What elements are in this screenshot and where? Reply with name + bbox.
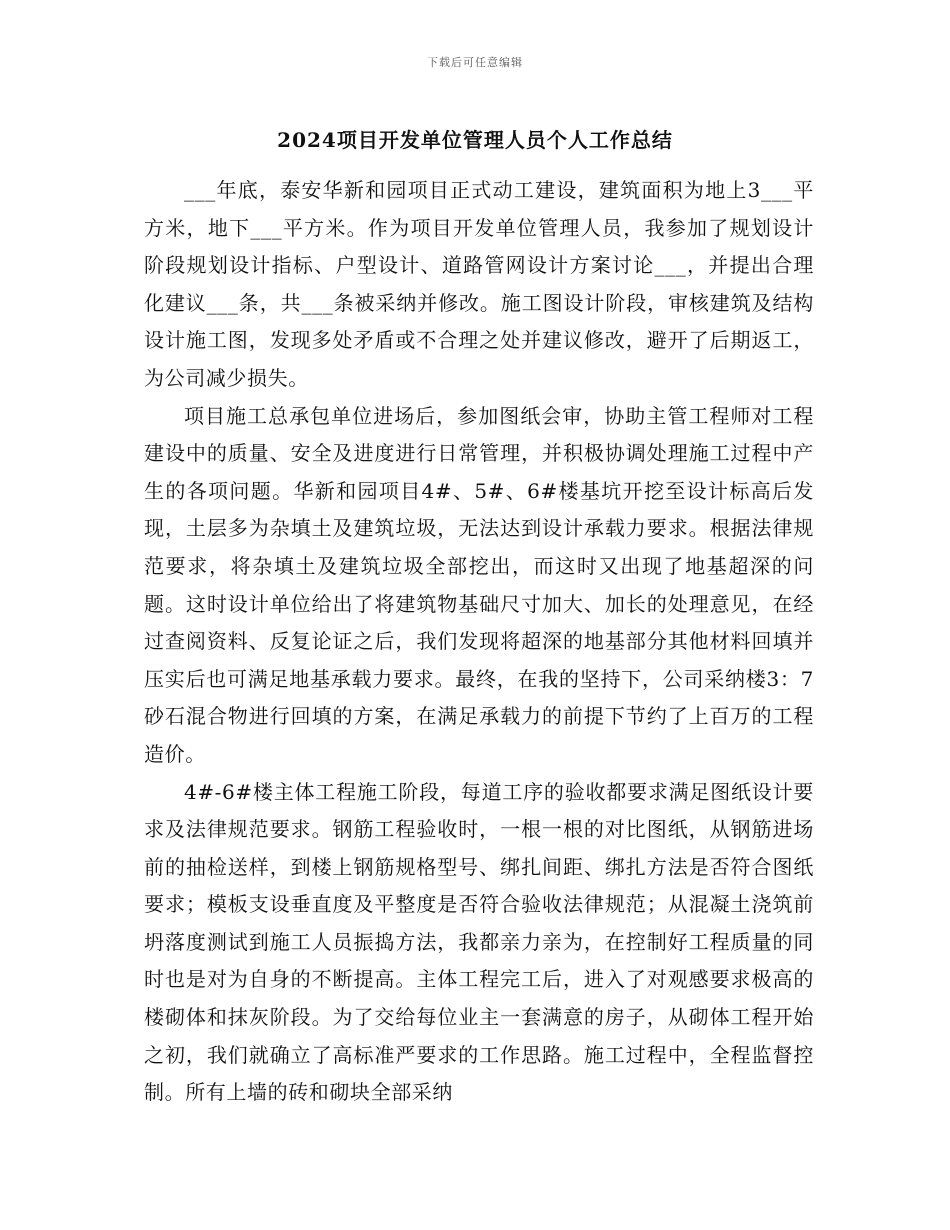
paragraph: ___年底，泰安华新和园项目正式动工建设，建筑面积为地上3___平方米，地下___平方米。作为项目开发单位管理人员，我参加了规划设计阶段规划设计指标、户型设计、道路管网设计方案讨论___，并提出合理化建议___条，共___条被采纳并修改。施工图设计阶段，审核建筑及结构设计施工图，发现多处矛盾或不合理之处并建议修改，避开了后期返工，为公司减少损失。 <box>144 178 814 390</box>
document-body <box>144 172 814 1112</box>
paragraph: 项目施工总承包单位进场后，参加图纸会审，协助主管工程师对工程建设中的质量、安全及进度进行日常管理，并积极协调处理施工过程中产生的各项问题。华新和园项目4#、5#、6#楼基坑开挖至设计标高后发现，土层多为杂填土及建筑垃圾，无法达到设计承载力要求。根据法律规范要求，将杂填土及建筑垃圾全部挖出，而这时又出现了地基超深的问题。这时设计单位给出了将建筑物基础尺寸加大、加长的处理意见，在经过查阅资料、反复论证之后，我们发现将超深的地基部分其他材料回填并压实后也可满足地基承载力要求。最终，在我的坚持下，公司采纳楼3：7砂石混合物进行回填的方案，在满足承载力的前提下节约了上百万的工程造价。 <box>144 403 814 766</box>
paragraph: 4#-6#楼主体工程施工阶段，每道工序的验收都要求满足图纸设计要求及法律规范要求。钢筋工程验收时，一根一根的对比图纸，从钢筋进场前的抽检送样，到楼上钢筋规格型号、绑扎间距、绑扎方法是否符合图纸要求；模板支设垂直度及平整度是否符合验收法律规范；从混凝土浇筑前坍落度测试到施工人员振捣方法，我都亲力亲为，在控制好工程质量的同时也是对为自身的不断提高。主体工程完工后，进入了对观感要求极高的楼砌体和抹灰阶段。为了交给每位业主一套满意的房子，从砌体工程开始之初，我们就确立了高标准严要求的工作思路。施工过程中，全程监督控制。所有上墙的砖和砌块全部采纳 <box>144 779 814 1105</box>
document-title: 2024项目开发单位管理人员个人工作总结 <box>277 128 673 152</box>
header-note: 下载后可任意编辑 <box>427 56 523 69</box>
